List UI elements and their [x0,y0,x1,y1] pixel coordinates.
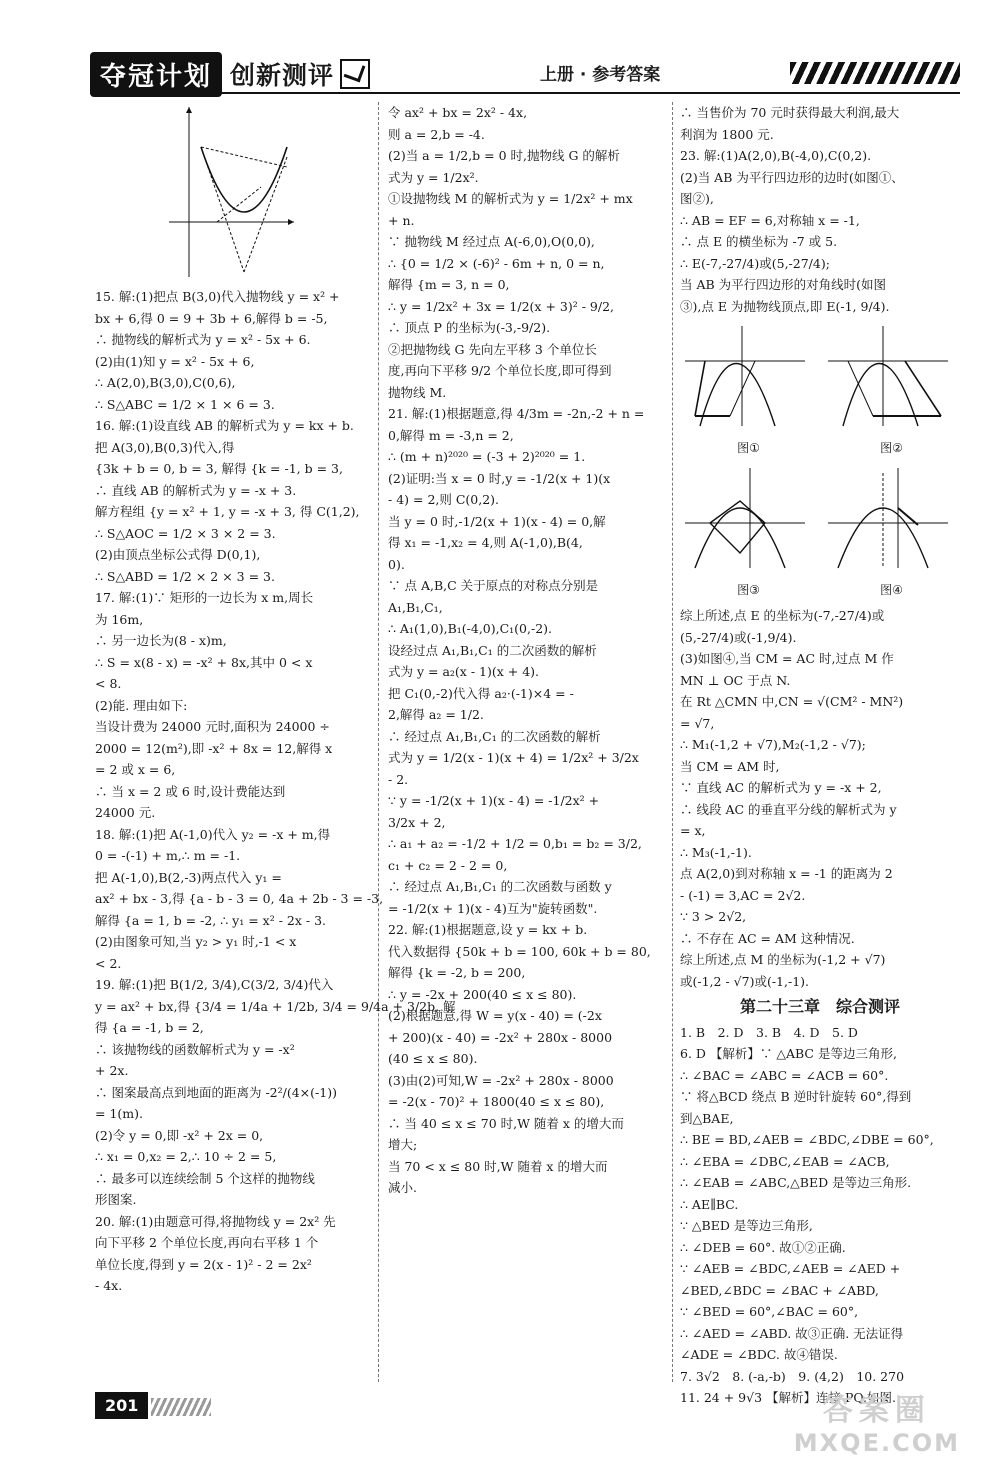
text-line: 或(-1,2 - √7)或(-1,-1). [680,973,809,989]
text-line: ∴ S△ABD = 1/2 × 2 × 3 = 3. [95,568,275,584]
text-line: ∴ ∠BAC = ∠ABC = ∠ACB = 60°. [680,1067,889,1083]
text-line: (2)由顶点坐标公式得 D(0,1), [95,547,261,562]
watermark-cn: 答案圈 [822,1393,931,1428]
text-line: = -1/2(x + 1)(x - 4)互为"旋转函数". [388,900,598,916]
text-line: ∵ 抛物线 M 经过点 A(-6,0),O(0,0), [388,234,595,249]
figure-caption: 图③ [737,582,760,597]
text-line: 7. 3√2 8. (-a,-b) 9. (4,2) 10. 270 [680,1368,905,1384]
text-line: 当 CM = AM 时, [680,758,780,774]
chapter-title: 第二十三章 综合测评 [739,997,900,1016]
text-line: ∴ S△AOC = 1/2 × 3 × 2 = 3. [95,525,276,541]
figure-4 [823,463,960,601]
text-line: 把 A(-1,0),B(2,-3)两点代入 y₁ = [95,869,282,885]
text-line: ∠ADE = ∠BDC. 故④错误. [680,1347,838,1362]
text-line: ∴ E(-7,-27/4)或(5,-27/4); [680,255,830,271]
text-line: ∵ △BED 是等边三角形, [680,1218,813,1233]
text-line: 0). [388,556,405,572]
text-line: ∠BED,∠BDC = ∠BAC + ∠ABD, [680,1282,879,1298]
text-line: 解得 {k = -2, b = 200, [388,965,526,980]
logo-main-text: 夺冠计划 [90,52,222,97]
text-line: (3)如图④,当 CM = AC 时,过点 M 作 [680,651,894,666]
text-line: 设经过点 A₁,B₁,C₁ 的二次函数的解析 [388,642,597,658]
text-line: ∴ 当售价为 70 元时获得最大利润,最大 [680,105,900,120]
text-line: 22. 解:(1)根据题意,设 y = kx + b. [388,922,588,937]
text-line: 当设计费为 24000 元时,面积为 24000 ÷ [95,719,330,734]
text-line: 代入数据得 {50k + b = 100, 60k + b = 80, [388,943,651,959]
text-line: - 4) = 2,则 C(0,2). [388,492,500,507]
text-line: ∴ {0 = 1/2 × (-6)² - 6m + n, 0 = n, [388,255,605,271]
text-line: 式为 y = a₂(x - 1)(x + 4). [388,664,539,679]
text-line: 为 16m, [95,611,144,627]
text-line: 式为 y = 1/2x². [388,169,479,185]
text-line: 增大; [388,1137,418,1152]
text-line: ∴ ∠AED = ∠ABD. 故③正确. 无法证得 [680,1325,904,1341]
text-line: (3)由(2)可知,W = -2x² + 280x - 8000 [388,1072,614,1088]
text-line: 解方程组 {y = x² + 1, y = -x + 3, 得 C(1,2), [95,504,360,519]
text-line: 抛物线 M. [388,384,447,400]
text-line: + n. [388,212,415,228]
text-line: 当 y = 0 时,-1/2(x + 1)(x - 4) = 0,解 [388,513,606,529]
column-right [680,102,960,1409]
text-line: 把 A(3,0),B(0,3)代入,得 [95,439,235,455]
figure-3-graph [680,463,810,573]
text-line: ∴ y = -2x + 200(40 ≤ x ≤ 80). [388,986,577,1002]
text-line: 向下平移 2 个单位长度,再向右平移 1 个 [95,1235,319,1250]
text-line: ∵ 点 A,B,C 关于原点的对称点分别是 [388,578,599,593]
text-line: ∴ 线段 AC 的垂直平分线的解析式为 y [680,801,897,817]
text-line: c₁ + c₂ = 2 - 2 = 0, [388,857,508,873]
column-middle [388,102,664,1199]
text-line: ∴ M₁(-1,2 + √7),M₂(-1,2 - √7); [680,737,866,752]
figure-caption: 图② [880,440,903,455]
text-line: < 8. [95,676,122,691]
text-line: 15. 解:(1)把点 B(3,0)代入抛物线 y = x² + [95,289,340,304]
text-line: (2)证明:当 x = 0 时,y = -1/2(x + 1)(x [388,470,611,486]
text-line: ∴ 点 E 的横坐标为 -7 或 5. [680,234,838,249]
figure-3 [680,463,817,601]
text-line: ∵ y = -1/2(x + 1)(x - 4) = -1/2x² + [388,793,600,808]
figure-caption: 图① [737,440,760,455]
header-title: 上册 · 参考答案 [540,65,661,85]
text-line: 当 70 < x ≤ 80 时,W 随着 x 的增大而 [388,1158,608,1174]
text-line: (40 ≤ x ≤ 80). [388,1051,478,1066]
text-line: ∵ 直线 AC 的解析式为 y = -x + 2, [680,780,882,795]
text-line: 度,再向下平移 9/2 个单位长度,即可得到 [388,363,612,378]
parabola-graph [159,102,299,282]
text-line: < 2. [95,955,122,971]
text-line: 0,解得 m = -3,n = 2, [388,427,514,443]
text-line: ∴ ∠EBA = ∠DBC,∠EAB = ∠ACB, [680,1153,890,1169]
text-lines-col2 [388,102,664,1199]
text-line: + 2x. [95,1063,129,1078]
watermark-en: MXQE.COM [793,1429,960,1457]
text-line: ∴ AB = EF = 6,对称轴 x = -1, [680,212,860,228]
text-line: - 4x. [95,1278,123,1293]
text-line: 24000 元. [95,805,156,820]
text-line: 形图案. [95,1192,137,1207]
text-line: 17. 解:(1)∵ 矩形的一边长为 x m,周长 [95,590,314,605]
figure-1-graph [680,321,810,431]
text-line: 令 ax² + bx = 2x² - 4x, [388,105,528,120]
text-line: (5,-27/4)或(-1,9/4). [680,629,797,645]
text-line: ∴ (m + n)²⁰²⁰ = (-3 + 2)²⁰²⁰ = 1. [388,449,586,464]
text-line: 解得 {a = 1, b = -2, ∴ y₁ = x² - 2x - 3. [95,912,326,928]
text-lines-col3-bottom [680,605,960,992]
text-line: (2)根据题意,得 W = y(x - 40) = (-2x [388,1008,602,1023]
text-line: (2)当 AB 为平行四边形的边时(如图①、 [680,169,904,185]
column-divider [378,102,379,1382]
page-header [90,52,960,98]
text-line: ∴ ∠EAB = ∠ABC,△BED 是等边三角形. [680,1175,912,1190]
text-line: 到△BAE, [680,1110,734,1126]
text-line: 21. 解:(1)根据题意,得 4/3m = -2n,-2 + n = [388,406,645,421]
text-line: 综上所述,点 E 的坐标为(-7,-27/4)或 [680,608,885,623]
text-line: ∴ 另一边长为(8 - x)m, [95,633,227,648]
text-line: ∴ 抛物线的解析式为 y = x² - 5x + 6. [95,332,311,347]
text-line: = -2(x - 70)² + 1800(40 ≤ x ≤ 80), [388,1094,605,1109]
text-line: ∴ 当 x = 2 或 6 时,设计费能达到 [95,783,286,799]
text-line: (2)令 y = 0,即 -x² + 2x = 0, [95,1127,264,1143]
text-line: ∴ S = x(8 - x) = -x² + 8x,其中 0 < x [95,654,313,670]
figure-4-graph [823,463,953,573]
text-line: {3k + b = 0, b = 3, 解得 {k = -1, b = 3, [95,461,343,476]
text-line: 3/2x + 2, [388,814,446,830]
footer-decoration [151,1398,211,1416]
text-line: 1. B 2. D 3. B 4. D 5. D [680,1024,858,1040]
text-line: ∴ y = 1/2x² + 3x = 1/2(x + 3)² - 9/2, [388,298,614,314]
figure-grid [680,321,960,601]
text-line: 式为 y = 1/2(x - 1)(x + 4) = 1/2x² + 3/2x [388,750,639,765]
text-line: ∵ ∠AEB = ∠BDC,∠AEB = ∠AED + [680,1261,901,1276]
text-line: 单位长度,得到 y = 2(x - 1)² - 2 = 2x² [95,1256,312,1272]
text-lines-col3-top [680,102,960,317]
figure-2 [823,321,960,459]
text-line: ∵ 3 > 2√2, [680,909,747,924]
text-line: y = ax² + bx,得 {3/4 = 1/4a + 1/2b, 3/4 = 9/4a + 3/2b, 解 [95,998,456,1014]
text-line: ∴ AE∥BC. [680,1196,739,1212]
text-line: 20. 解:(1)由题意可得,将抛物线 y = 2x² 先 [95,1213,336,1229]
text-line: (2)能. 理由如下: [95,697,188,713]
logo [90,52,370,96]
text-line: ③),点 E 为抛物线顶点,即 E(-1, 9/4). [680,298,890,314]
text-line: - (-1) = 3,AC = 2√2. [680,887,806,903]
text-line: (2)当 a = 1/2,b = 0 时,抛物线 G 的解析 [388,148,620,163]
text-line: 把 C₁(0,-2)代入得 a₂·(-1)×4 = - [388,685,574,701]
text-line: 解得 {m = 3, n = 0, [388,277,510,292]
text-line: ∴ BE = BD,∠AEB = ∠BDC,∠DBE = 60°, [680,1132,934,1147]
text-line: 19. 解:(1)把 B(1/2, 3/4),C(3/2, 3/4)代入 [95,977,334,992]
text-line: ax² + bx - 3,得 {a - b - 3 = 0, 4a + 2b - 3 = -3, [95,891,384,906]
text-line: 减小. [388,1180,417,1195]
text-line: 6. D 【解析】∵ △ABC 是等边三角形, [680,1046,897,1061]
page-footer [95,1392,215,1422]
text-line: ∴ 直线 AB 的解析式为 y = -x + 3. [95,482,297,498]
text-line: 0 = -(-1) + m,∴ m = -1. [95,848,241,863]
text-line: 则 a = 2,b = -4. [388,126,485,142]
text-line: A₁,B₁,C₁, [388,599,443,615]
logo-sub-text: 创新测评 [230,61,335,90]
text-line: 利润为 1800 元. [680,126,774,142]
figure-caption: 图④ [880,582,903,597]
text-line: MN ⊥ OC 于点 N. [680,672,791,688]
text-line: ∴ 不存在 AC = AM 这种情况. [680,930,855,946]
header-decoration [790,62,960,84]
text-line: 18. 解:(1)把 A(-1,0)代入 y₂ = -x + m,得 [95,826,331,842]
text-line: 16. 解:(1)设直线 AB 的解析式为 y = kx + b. [95,418,354,433]
text-line: ∴ 经过点 A₁,B₁,C₁ 的二次函数的解析 [388,728,601,744]
text-line: = x, [680,823,706,838]
text-line: = √7, [680,715,715,731]
text-line: ∴ M₃(-1,-1). [680,844,752,860]
text-line: 2000 = 12(m²),即 -x² + 8x = 12,解得 x [95,740,333,756]
text-line: = 1(m). [95,1106,143,1121]
text-line: ∴ ∠DEB = 60°. 故①②正确. [680,1239,846,1255]
text-line: ∴ 顶点 P 的坐标为(-3,-9/2). [388,320,551,335]
text-line: + 200)(x - 40) = -2x² + 280x - 8000 [388,1029,613,1045]
text-line: 得 {a = -1, b = 2, [95,1020,204,1035]
text-line: 在 Rt △CMN 中,CN = √(CM² - MN²) [680,694,904,709]
text-line: ∴ 当 40 ≤ x ≤ 70 时,W 随着 x 的增大而 [388,1115,624,1131]
text-line: 11. 24 + 9√3 【解析】连接 PQ,如图. [680,1390,896,1405]
figure-1 [680,321,817,459]
figure-2-graph [823,321,953,431]
watermark [794,1385,960,1457]
text-line: 点 A(2,0)到对称轴 x = -1 的距离为 2 [680,866,893,881]
text-line: ∴ 经过点 A₁,B₁,C₁ 的二次函数与函数 y [388,879,612,894]
text-line: - 2. [388,771,409,787]
text-line: ∴ 该抛物线的函数解析式为 y = -x² [95,1041,295,1057]
text-line: 综上所述,点 M 的坐标为(-1,2 + √7) [680,952,886,967]
text-line: = 2 或 x = 6, [95,762,176,777]
text-line: (2)由(1)知 y = x² - 5x + 6, [95,353,255,369]
text-line: 当 AB 为平行四边形的对角线时(如图 [680,277,887,292]
text-line: ∴ 图案最高点到地面的距离为 -2²/(4×(-1)) [95,1084,337,1100]
text-line: 得 x₁ = -1,x₂ = 4,则 A(-1,0),B(4, [388,535,583,550]
text-line: 23. 解:(1)A(2,0),B(-4,0),C(0,2). [680,148,872,163]
text-line: (2)由图象可知,当 y₂ > y₁ 时,-1 < x [95,934,297,949]
text-line: ①设抛物线 M 的解析式为 y = 1/2x² + mx [388,191,633,206]
page-number: 201 [95,1392,148,1419]
header-rule [90,92,960,94]
text-line: ∴ S△ABC = 1/2 × 1 × 6 = 3. [95,396,275,412]
text-line: ∴ A(2,0),B(3,0),C(0,6), [95,375,236,390]
text-line: bx + 6,得 0 = 9 + 3b + 6,解得 b = -5, [95,310,328,326]
text-line: ∴ a₁ + a₂ = -1/2 + 1/2 = 0,b₁ = b₂ = 3/2, [388,836,642,851]
text-lines-col3-chapter [680,1022,960,1409]
checkmark-icon [340,59,370,89]
text-line: ∴ A₁(1,0),B₁(-4,0),C₁(0,-2). [388,621,553,636]
text-line: ∵ ∠BED = 60°,∠BAC = 60°, [680,1304,859,1319]
text-line: ∵ 将△BCD 绕点 B 逆时针旋转 60°,得到 [680,1089,912,1104]
text-line: ②把抛物线 G 先向左平移 3 个单位长 [388,341,597,357]
text-line: ∴ x₁ = 0,x₂ = 2,∴ 10 ÷ 2 = 5, [95,1149,277,1164]
text-line: ∴ 最多可以连续绘制 5 个这样的抛物线 [95,1170,315,1186]
text-line: 2,解得 a₂ = 1/2. [388,707,484,722]
column-divider [672,102,673,1382]
text-line: 图②), [680,191,714,206]
